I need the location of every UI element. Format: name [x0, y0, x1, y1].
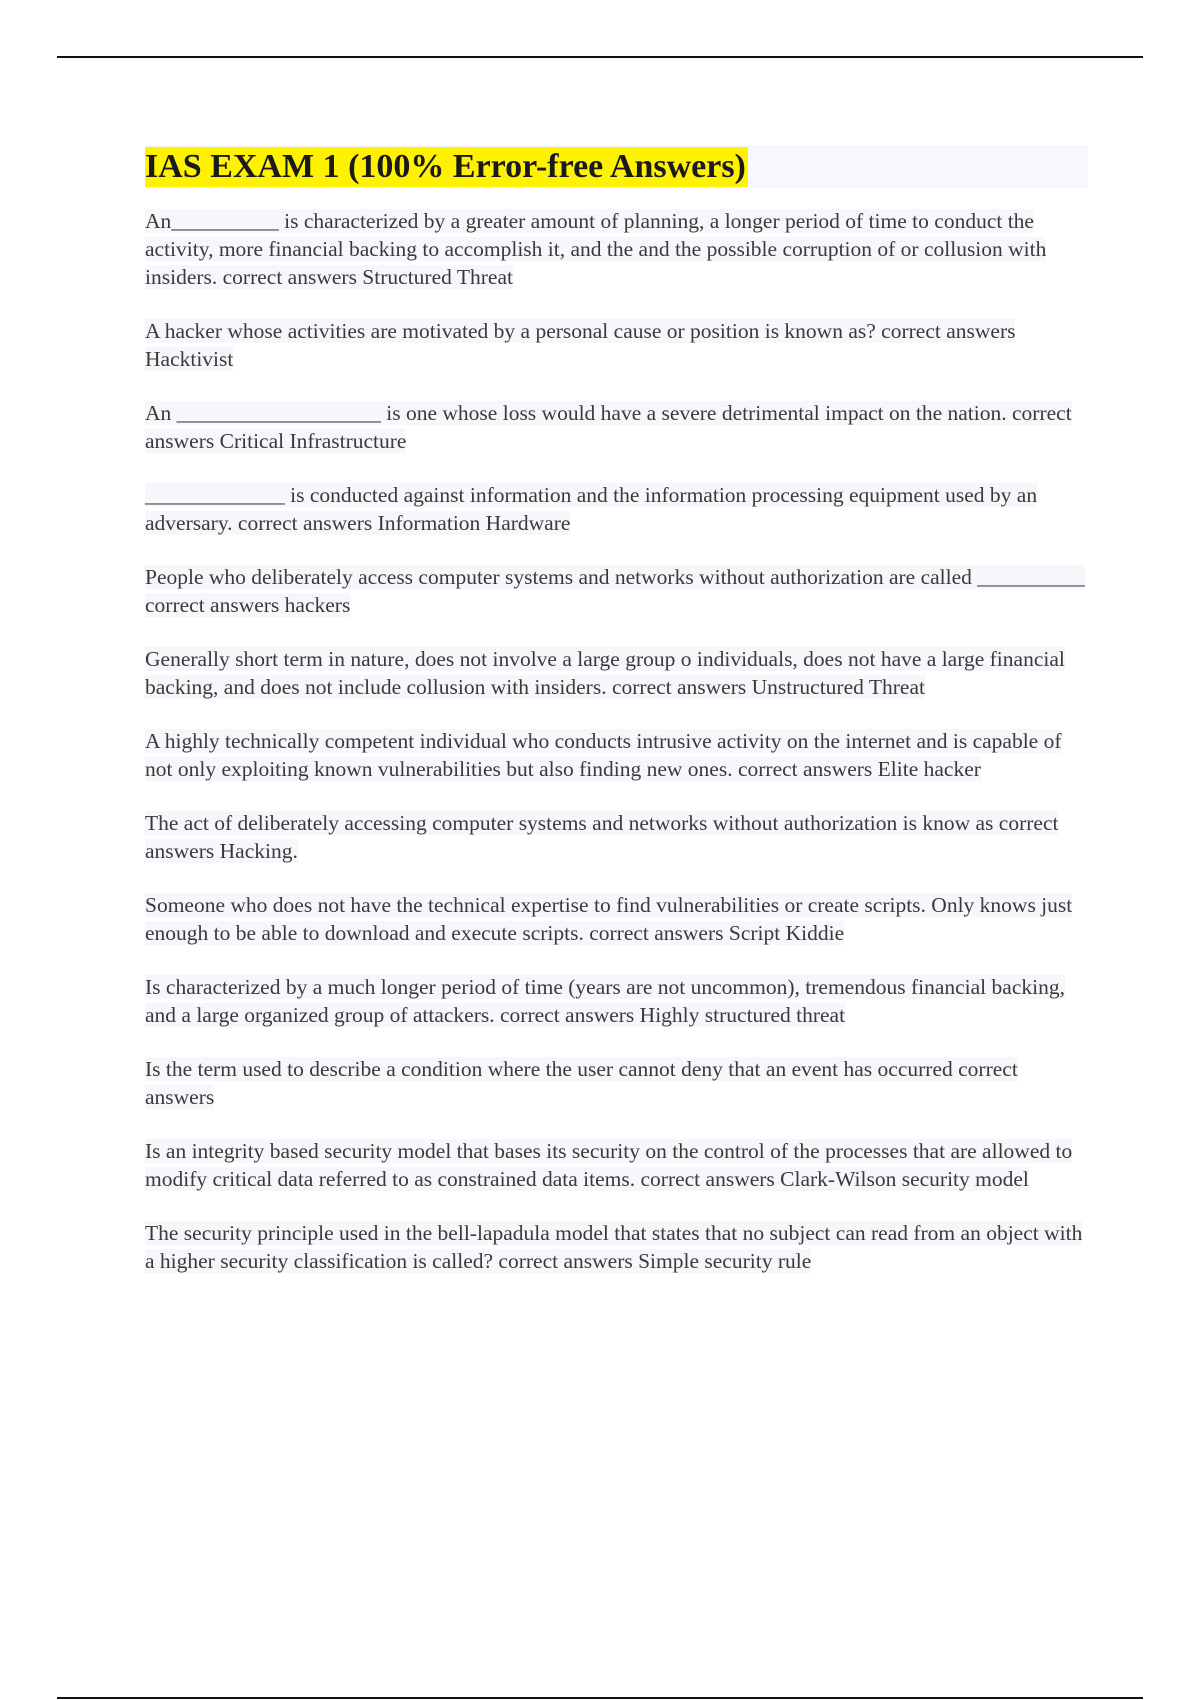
qa-item-text: _____________ is conducted against information and the information processing equipment used by an adversary. correct answers Information Hardware	[145, 483, 1038, 535]
qa-item-text: Someone who does not have the technical expertise to find vulnerabilities or create scripts. Only knows just enough to be able to download and execute scripts. correct answers Script Kiddie	[145, 893, 1073, 945]
qa-item-7	[145, 727, 1088, 783]
qa-item-text: A highly technically competent individual who conducts intrusive activity on the internet and is capable of not only exploiting known vulnerabilities but also finding new ones. correct answers Elite hacker	[145, 729, 1062, 781]
qa-item-text: Is characterized by a much longer period of time (years are not uncommon), tremendous financial backing, and a large organized group of attackers. correct answers Highly structured threat	[145, 975, 1065, 1027]
qa-item-2	[145, 317, 1088, 373]
qa-item-text: A hacker whose activities are motivated by a personal cause or position is known as? correct answers Hacktivist	[145, 319, 1016, 371]
qa-item-11	[145, 1055, 1088, 1111]
qa-item-3	[145, 399, 1088, 455]
qa-item-4	[145, 481, 1088, 537]
qa-list	[145, 207, 1088, 1275]
qa-item-5	[145, 563, 1088, 619]
qa-item-text: An__________ is characterized by a greater amount of planning, a longer period of time to conduct the activity, more financial backing to accomplish it, and the and the possible corruption of or collusion with insiders. correct answers Structured Threat	[145, 209, 1047, 289]
document-body	[145, 145, 1088, 1301]
qa-item-text: The security principle used in the bell-lapadula model that states that no subject can read from an object with a higher security classification is called? correct answers Simple security rule	[145, 1221, 1083, 1273]
qa-item-12	[145, 1137, 1088, 1193]
qa-item-10	[145, 973, 1088, 1029]
qa-item-1	[145, 207, 1088, 291]
qa-item-text: Generally short term in nature, does not involve a large group o individuals, does not have a large financial backing, and does not include collusion with insiders. correct answers Unstructured Threat	[145, 647, 1065, 699]
qa-item-text: People who deliberately access computer systems and networks without authorization are called __________ correct answers hackers	[145, 565, 1085, 617]
qa-item-text: An ___________________ is one whose loss would have a severe detrimental impact on the nation. correct answers Critical Infrastructure	[145, 401, 1072, 453]
document-title: IAS EXAM 1 (100% Error-free Answers)	[145, 147, 746, 185]
qa-item-text: Is an integrity based security model that bases its security on the control of the processes that are allowed to modify critical data referred to as constrained data items. correct answers Clark-Wilson security model	[145, 1139, 1073, 1191]
qa-item-8	[145, 809, 1088, 865]
title-band	[145, 145, 1088, 188]
bottom-rule	[57, 1697, 1143, 1699]
qa-item-text: Is the term used to describe a condition where the user cannot deny that an event has occurred correct answers	[145, 1057, 1018, 1109]
qa-item-6	[145, 645, 1088, 701]
qa-item-13	[145, 1219, 1088, 1275]
qa-item-text: The act of deliberately accessing computer systems and networks without authorization is know as correct answers Hacking.	[145, 811, 1059, 863]
qa-item-9	[145, 891, 1088, 947]
top-rule	[57, 56, 1143, 58]
